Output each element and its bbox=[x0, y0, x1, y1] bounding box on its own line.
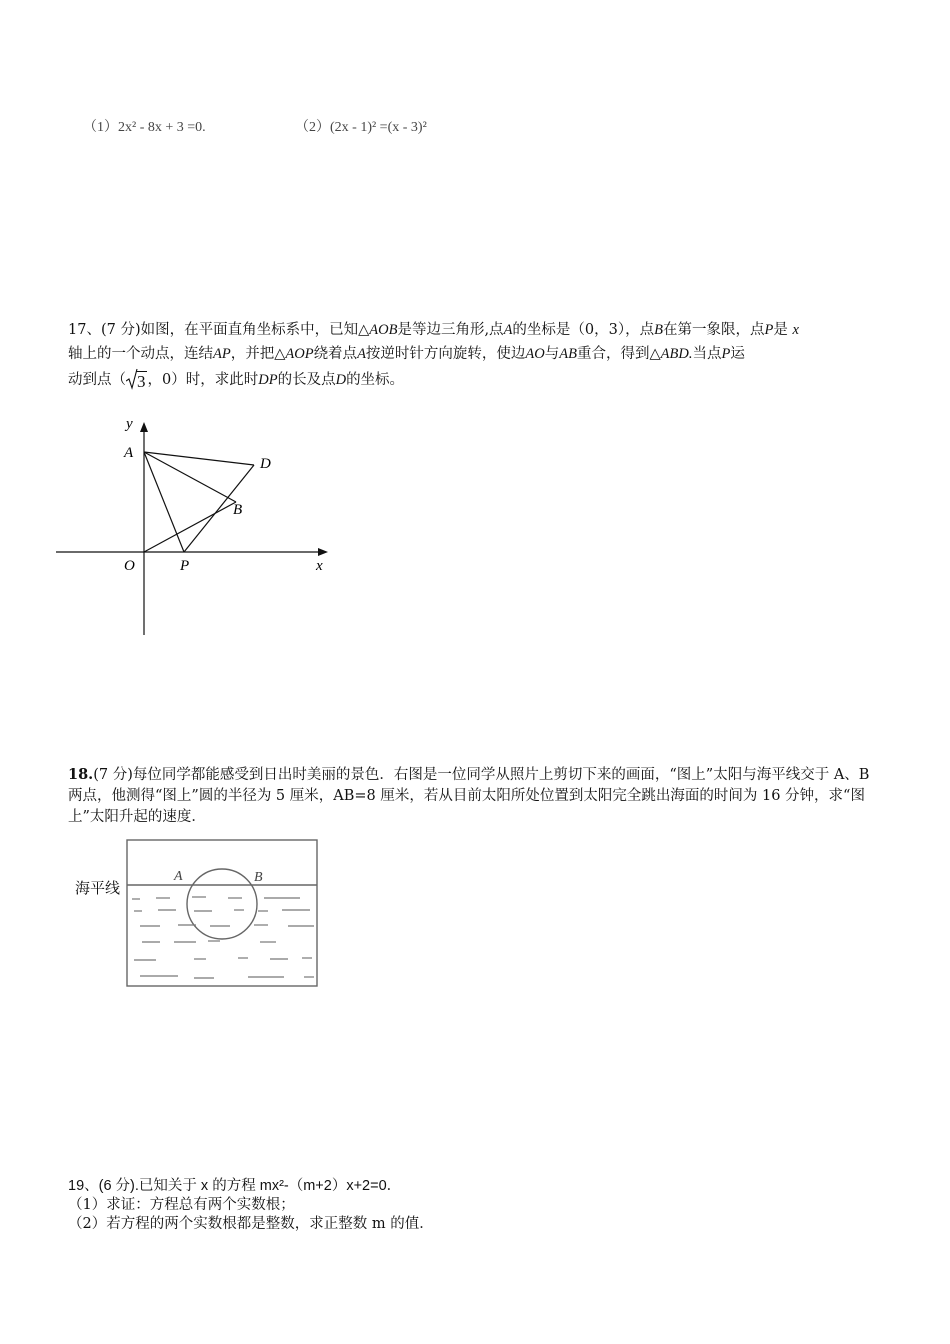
var-ABD: ABD. bbox=[660, 346, 693, 362]
problem-19-part-2: （2）若方程的两个实数根都是整数，求正整数 m 的值． bbox=[68, 1216, 434, 1232]
var-B: B bbox=[654, 322, 663, 338]
text-run: 运 bbox=[730, 346, 745, 362]
segment-AP bbox=[144, 452, 184, 552]
problem-17-line-3 bbox=[68, 368, 888, 394]
text-run: 的坐标是（0，3），点 bbox=[512, 322, 655, 338]
equation-2-text: (2x - 1)² =(x - 3)² bbox=[330, 120, 427, 135]
problem-18-body: (7 分)每位同学都能感受到日出时美丽的景色．右图是一位同学从照片上剪切下来的画面，“图上”太阳与海平线交于 A、B 两点，他测得“图上”圆的半径为 5 厘米，AB=8 厘米，若从目前太阳所处位置到太阳完全跳出海面的时间为 16 分钟，求“图上”太阳升起的速度． bbox=[68, 767, 870, 825]
text-run: 与 bbox=[544, 346, 560, 362]
equation-1 bbox=[76, 100, 206, 136]
radical-sign-icon bbox=[126, 368, 138, 390]
text-run: 的长及点 bbox=[277, 372, 336, 388]
label-D: D bbox=[260, 456, 271, 472]
sqrt-3 bbox=[126, 370, 147, 394]
var-P: P bbox=[764, 322, 774, 338]
y-axis-arrow-icon bbox=[140, 422, 148, 432]
sea-level-label: 海平线 bbox=[75, 880, 121, 897]
equation-2-label: （2） bbox=[295, 120, 330, 135]
text-run: ，并把△ bbox=[230, 346, 286, 362]
problem-17-line-2 bbox=[68, 342, 888, 366]
var-A: A bbox=[503, 322, 513, 338]
problem-18-number: 18. bbox=[68, 766, 94, 783]
var-x: x bbox=[792, 322, 799, 338]
label-A: A bbox=[174, 869, 183, 884]
x-axis-arrow-icon bbox=[318, 548, 328, 556]
text-run: 是 bbox=[773, 322, 788, 338]
segment-PD bbox=[184, 465, 254, 552]
text-run: ，0）时，求此时 bbox=[147, 372, 259, 388]
var-D: D bbox=[335, 372, 347, 388]
equation-1-text: 2x² - 8x + 3 =0. bbox=[118, 120, 206, 135]
var-AB: AB bbox=[559, 346, 577, 362]
var-DP: DP bbox=[258, 372, 278, 388]
segment-AD bbox=[144, 452, 254, 465]
text-run: 在第一象限，点 bbox=[662, 322, 765, 338]
label-A: A bbox=[124, 445, 134, 461]
equation-2 bbox=[288, 100, 427, 136]
var-P: P bbox=[721, 346, 731, 362]
problem-19-part-1: （1）求证：方程总有两个实数根； bbox=[68, 1197, 295, 1213]
text-run: 绕着点 bbox=[313, 346, 358, 362]
label-O: O bbox=[124, 558, 135, 574]
text-run: 的坐标。 bbox=[346, 372, 405, 388]
problem-19-line-1: 19、(6 分).已知关于 x 的方程 mx²-（m+2）x+2=0． bbox=[68, 1178, 402, 1194]
text-run: 当点 bbox=[692, 346, 722, 362]
var-AP: AP bbox=[213, 346, 231, 362]
problem-17-line-1 bbox=[68, 318, 888, 342]
coordinate-figure bbox=[40, 410, 340, 650]
var-AO: AO bbox=[525, 346, 545, 362]
var-AOB: AOB bbox=[369, 322, 398, 338]
label-B: B bbox=[233, 502, 243, 518]
text-run: 按逆时针方向旋转，使边 bbox=[365, 346, 526, 362]
label-y: y bbox=[126, 416, 133, 432]
sun-circle bbox=[187, 869, 257, 939]
sunrise-figure bbox=[120, 836, 324, 992]
picture-frame bbox=[127, 840, 317, 986]
problem-17-number: 17、(7 分) bbox=[68, 322, 141, 338]
problem-17-text bbox=[68, 318, 888, 394]
label-P: P bbox=[180, 558, 190, 574]
sqrt-radicand: 3 bbox=[137, 372, 146, 391]
var-AOP: AOP bbox=[285, 346, 314, 362]
label-B: B bbox=[254, 870, 263, 885]
label-x: x bbox=[316, 558, 323, 574]
text-run: 动到点（ bbox=[68, 372, 126, 388]
problem-19-text bbox=[68, 1177, 434, 1234]
var-A: A bbox=[357, 346, 366, 362]
segment-AB bbox=[144, 452, 236, 502]
water-waves bbox=[132, 897, 314, 978]
text-run: 是等边三角形,点 bbox=[397, 322, 504, 338]
text-run: 重合，得到△ bbox=[576, 346, 661, 362]
equation-1-label: （1） bbox=[83, 120, 118, 135]
text-run: 轴上的一个动点，连结 bbox=[68, 346, 213, 362]
text-run: 如图，在平面直角坐标系中，已知△ bbox=[140, 322, 370, 338]
problem-18-text bbox=[68, 764, 886, 828]
